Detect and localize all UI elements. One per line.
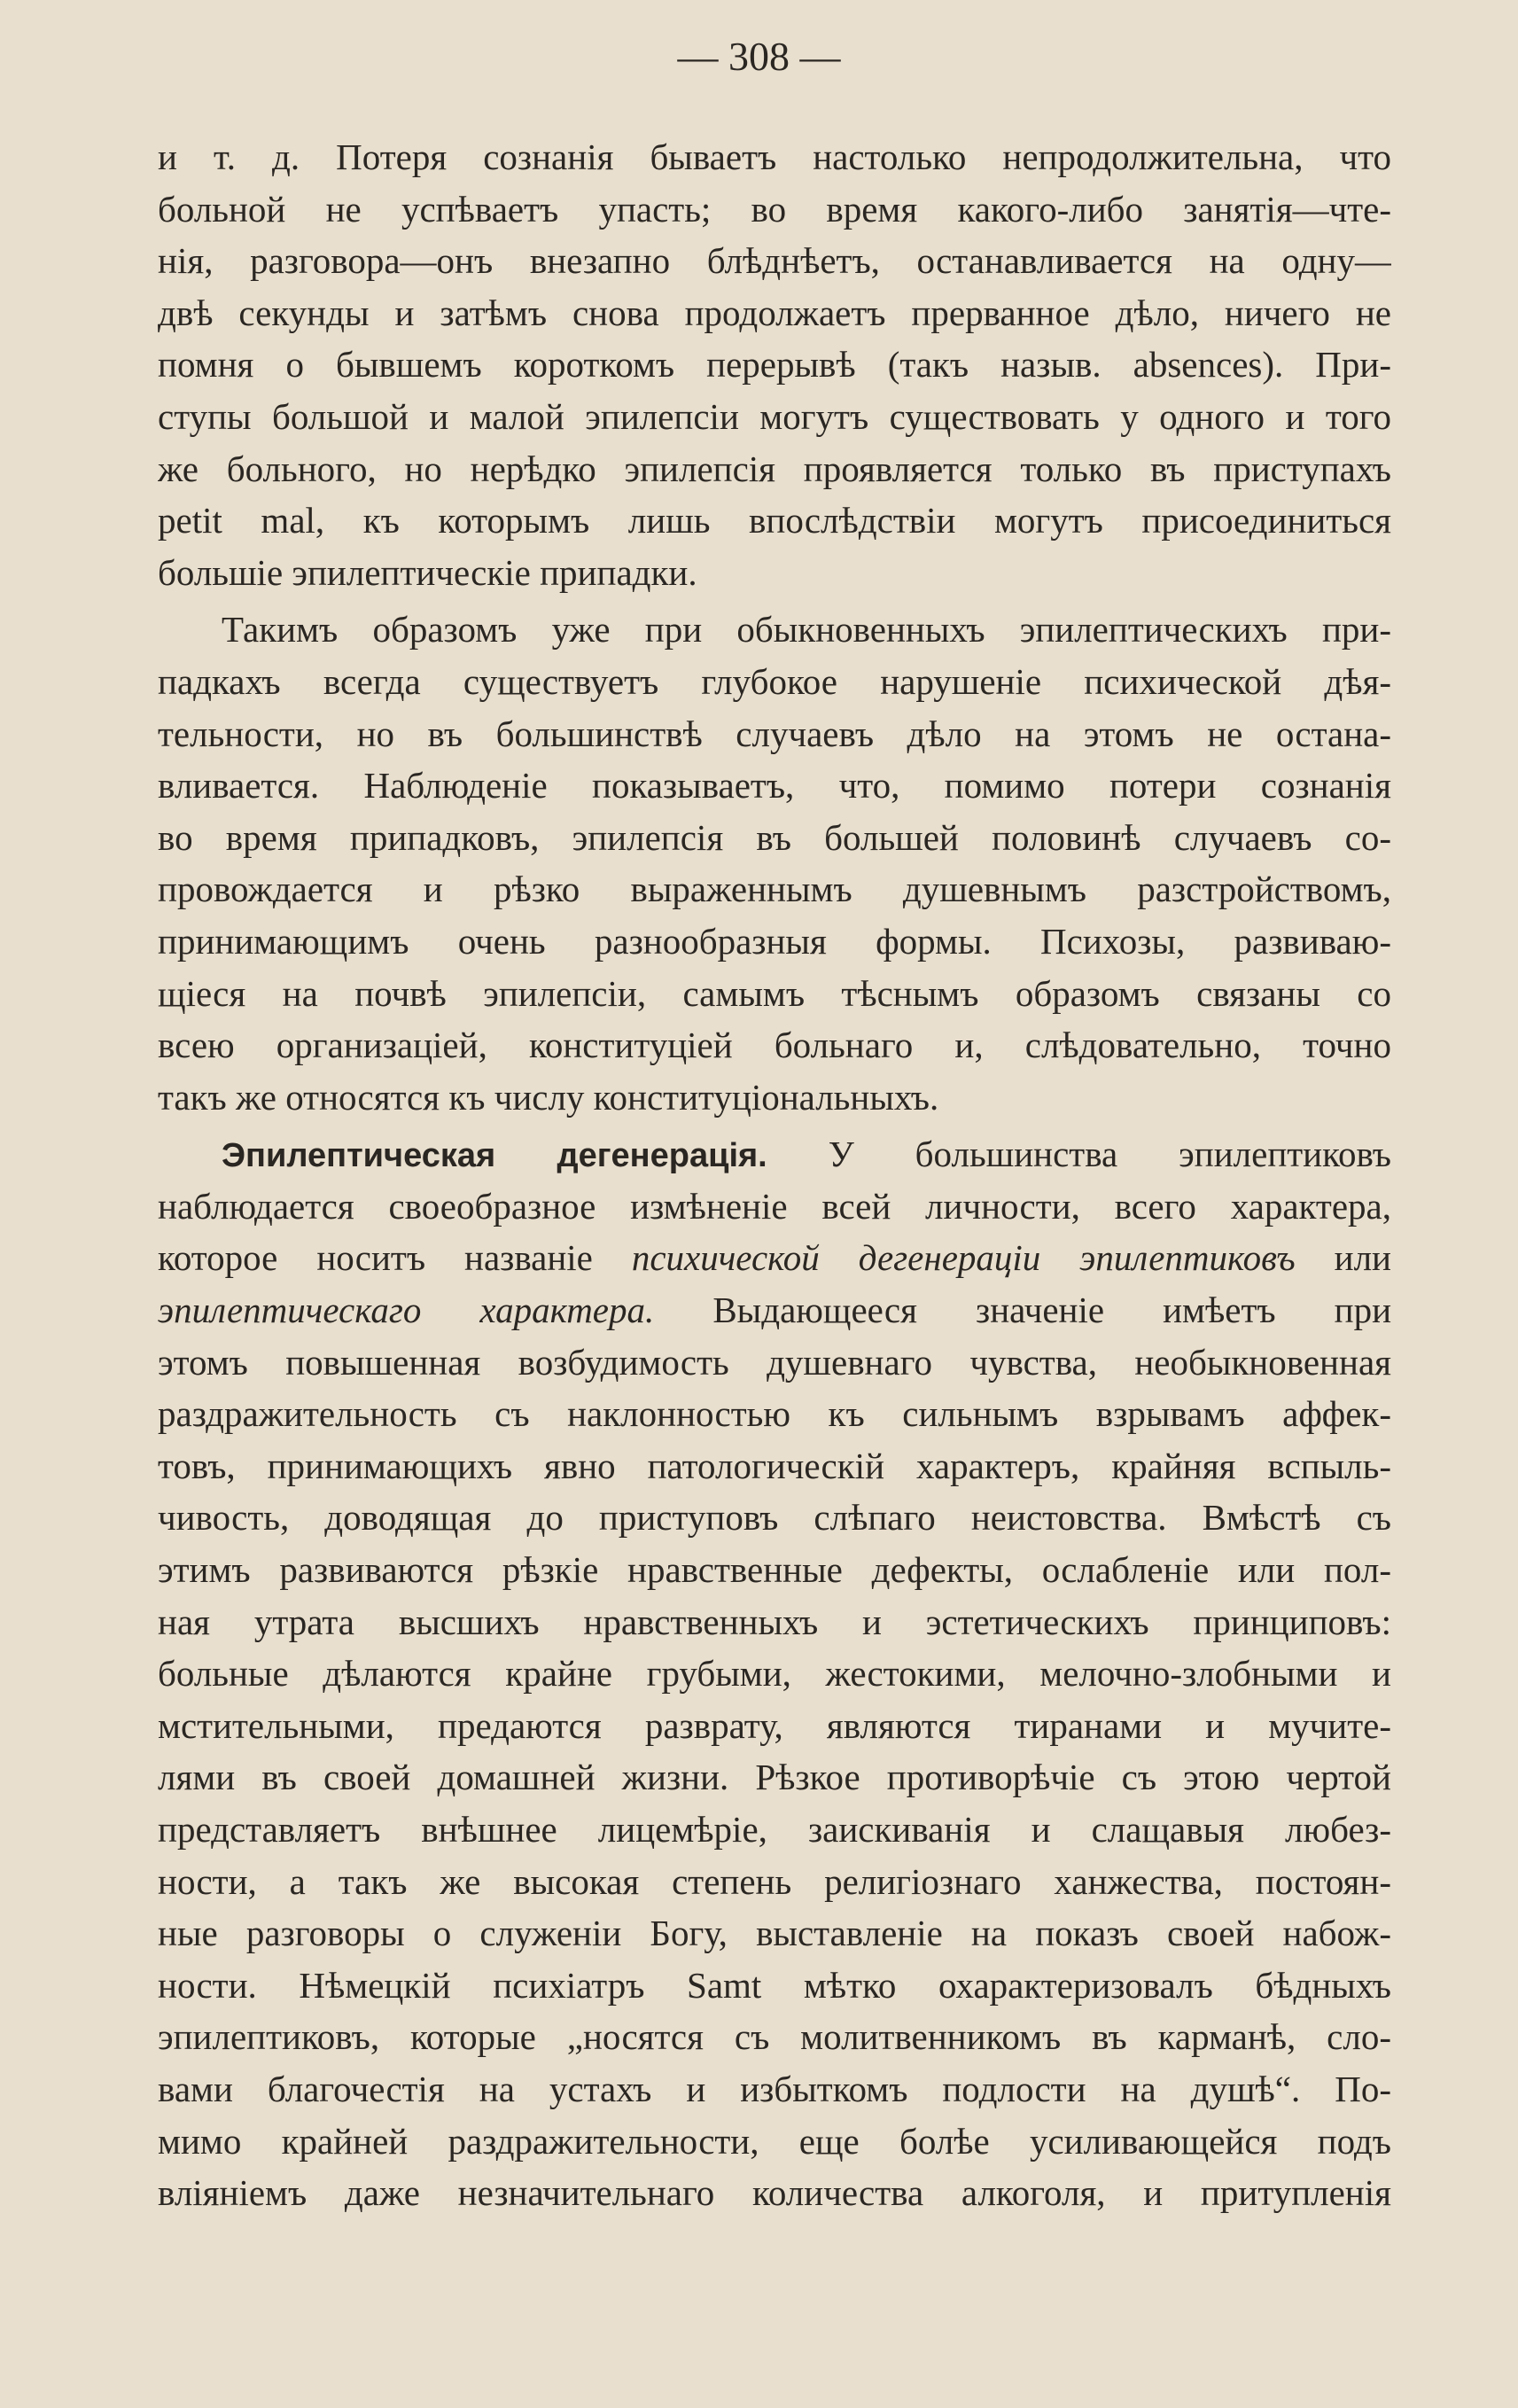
text-line: двѣ секунды и затѣмъ снова продолжаетъ прерванное дѣло, ничего не: [158, 292, 1391, 333]
body-text: [158, 131, 1391, 2219]
text-line: ности. Нѣмецкій психіатръ Samt мѣтко охарактеризовалъ бѣдныхъ: [158, 1964, 1391, 2006]
text-line: этомъ повышенная возбудимость душевнаго чувства, необыкновенная: [158, 1341, 1391, 1383]
text-line: ные разговоры о служеніи Богу, выставленіе на показъ своей набож-: [158, 1913, 1391, 1954]
text-line: представляетъ внѣшнее лицемѣріе, заискиванія и слащавыя любез-: [158, 1809, 1391, 1850]
text-run: которое носитъ названіе: [158, 1237, 632, 1279]
text-line: этимъ развиваются рѣзкіе нравственные дефекты, ослабленіе или пол-: [158, 1549, 1391, 1591]
text-line: вліяніемъ даже незначительнаго количества алкоголя, и притупленія: [158, 2172, 1391, 2214]
text-line: petit mal, къ которымъ лишь впослѣдствіи могутъ присоединиться: [158, 500, 1391, 542]
text-line: всею организаціей, конституціей больнаго и, слѣдовательно, точно: [158, 1025, 1391, 1066]
text-line: тельности, но въ большинствѣ случаевъ дѣло на этомъ не остана-: [158, 713, 1391, 754]
text-line: [158, 1128, 1391, 1181]
text-line: чивость, доводящая до приступовъ слѣпаго неистовства. Вмѣстѣ съ: [158, 1497, 1391, 1539]
text-line: щіеся на почвѣ эпилепсіи, самымъ тѣснымъ образомъ связаны со: [158, 972, 1391, 1014]
italic-term: эпилептическаго характера.: [158, 1290, 655, 1331]
text-line: [158, 1284, 1391, 1336]
text-run: Выдающееся значеніе имѣетъ при: [654, 1290, 1391, 1331]
text-line: больные дѣлаются крайне грубыми, жестокими, мелочно-злобными и: [158, 1653, 1391, 1695]
text-line: большіе эпилептическіе припадки.: [158, 551, 697, 593]
paragraph-2: [158, 604, 1391, 1123]
text-run: У большинства эпилептиковъ: [767, 1134, 1391, 1175]
text-line: ступы большой и малой эпилепсіи могутъ существовать у одного и того: [158, 395, 1391, 437]
text-line: провождается и рѣзко выраженнымъ душевнымъ разстройствомъ,: [158, 869, 1391, 910]
text-line: нія, разговора—онъ внезапно блѣднѣетъ, останавливается на одну—: [158, 240, 1391, 282]
text-line: вливается. Наблюденіе показываетъ, что, помимо потери сознанія: [158, 765, 1391, 807]
text-line: вами благочестія на устахъ и избыткомъ подлости на душѣ“. По-: [158, 2068, 1391, 2109]
section-heading: Эпилептическая дегенерація.: [222, 1137, 767, 1175]
text-line: падкахъ всегда существуетъ глубокое нарушеніе психической дѣя-: [158, 660, 1391, 702]
text-run: или: [1295, 1237, 1391, 1279]
text-line: же больного, но нерѣдко эпилепсія проявляется только въ приступахъ: [158, 448, 1391, 489]
text-line: товъ, принимающихъ явно патологическій характеръ, крайняя вспыль-: [158, 1445, 1391, 1486]
text-line: больной не успѣваетъ упасть; во время какого-либо занятія—чте-: [158, 188, 1391, 230]
text-line: эпилептиковъ, которые „носятся съ молитвенникомъ въ карманѣ, сло-: [158, 2016, 1391, 2058]
text-line: мимо крайней раздражительности, еще болѣе усиливающейся подъ: [158, 2120, 1391, 2162]
text-line: во время припадковъ, эпилепсія въ большей половинѣ случаевъ со-: [158, 816, 1391, 858]
text-line: ности, а такъ же высокая степень религіознаго ханжества, постоян-: [158, 1860, 1391, 1902]
text-line: помня о бывшемъ короткомъ перерывѣ (такъ назыв. absences). При-: [158, 344, 1391, 386]
text-line: и т. д. Потеря сознанія бываетъ настолько непродолжительна, что: [158, 136, 1391, 177]
text-line: Такимъ образомъ уже при обыкновенныхъ эпилептическихъ при-: [222, 609, 1391, 651]
paragraph-1: [158, 131, 1391, 598]
text-line: мстительными, предаются разврату, являются тиранами и мучите-: [158, 1704, 1391, 1746]
text-line: раздражительность съ наклонностью къ сильнымъ взрывамъ аффек-: [158, 1393, 1391, 1435]
text-line: такъ же относятся къ числу конституціональныхъ.: [158, 1076, 939, 1118]
text-line: ная утрата высшихъ нравственныхъ и эстетическихъ принциповъ:: [158, 1601, 1391, 1642]
italic-term: психической дегенераціи эпилептиковъ: [631, 1237, 1296, 1279]
text-line: принимающимъ очень разнообразныя формы. Психозы, развиваю-: [158, 920, 1391, 962]
paragraph-3: [158, 1128, 1391, 2218]
text-line: лями въ своей домашней жизни. Рѣзкое противорѣчіе съ этою чертой: [158, 1757, 1391, 1798]
text-line: наблюдается своеобразное измѣненіе всей личности, всего характера,: [158, 1185, 1391, 1227]
text-line: [158, 1232, 1391, 1284]
page-number: — 308 —: [677, 34, 841, 79]
